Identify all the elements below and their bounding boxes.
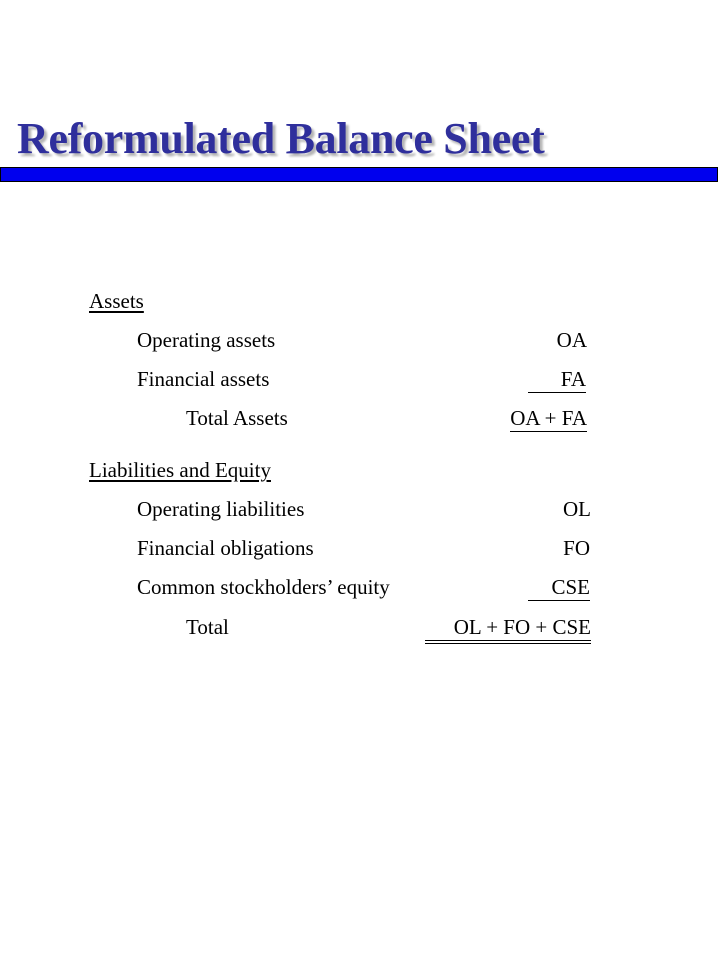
operating-assets-label: Operating assets: [137, 328, 276, 352]
assets-heading: Assets: [89, 289, 144, 313]
total-assets-value: OA + FA: [510, 406, 587, 430]
total-assets-label: Total Assets: [186, 406, 288, 430]
financial-assets-label: Financial assets: [137, 367, 270, 391]
operating-assets-value: OA: [556, 328, 587, 352]
common-equity-label: Common stockholders’ equity: [137, 575, 390, 599]
liabilities-equity-heading: Liabilities and Equity: [89, 458, 271, 482]
financial-obligations-value: FO: [563, 536, 590, 560]
financial-obligations-label: Financial obligations: [137, 536, 314, 560]
title-divider-bar: [0, 167, 718, 182]
total-liabilities-label: Total: [186, 615, 229, 639]
financial-assets-value: FA: [528, 367, 586, 393]
operating-liabilities-label: Operating liabilities: [137, 497, 305, 521]
common-equity-value: CSE: [528, 575, 590, 601]
total-liabilities-value: OL + FO + CSE: [425, 615, 591, 644]
page-title: Reformulated Balance Sheet: [17, 114, 545, 163]
operating-liabilities-value: OL: [563, 497, 591, 521]
